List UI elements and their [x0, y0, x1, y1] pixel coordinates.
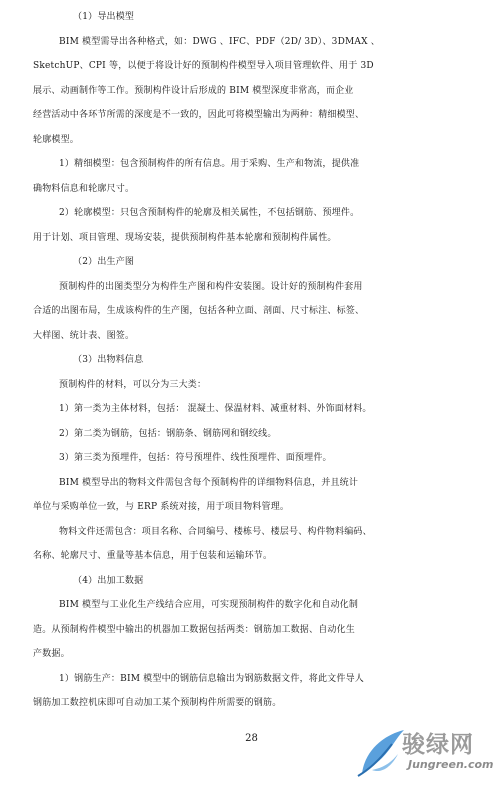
text-line: 轮廓模型。 [33, 134, 80, 145]
text-line: 1）第一类为主体材料，包括： 混凝土、保温材料、减重材料、外饰面材料。 [59, 404, 372, 414]
text-line: BIM 模型与工业化生产线结合应用，可实现预制构件的数字化和自动化制 [59, 600, 359, 610]
text-line: （2）出生产图 [73, 257, 135, 267]
text-line: （3）出物料信息 [73, 355, 144, 365]
watermark [352, 724, 502, 784]
text-line: 2）轮廓模型：只包含预制构件的轮廓及相关属性，不包括钢筋、预埋件。 [59, 208, 360, 218]
text-line: SketchUP、CPI 等，以便于将设计好的预制构件模型导入项目管理软件、用于 3D [33, 61, 374, 71]
text-line: 预制构件的出图类型分为构件生产图和构件安装图。设计好的预制构件套用 [59, 281, 363, 292]
text-line: 3）第三类为预埋件，包括：符号预埋件、线性预埋件、面预埋件。 [59, 453, 332, 463]
text-line: 合适的出图布局，生成该构件的生产图，包括各种立面、剖面、尺寸标注、标签、 [33, 306, 365, 316]
text-line: 1）钢筋生产：BIM 模型中的钢筋信息输出为钢筋数据文件，将此文件导人 [59, 673, 364, 684]
text-line: 名称、轮廓尺寸、重量等基本信息，用于包装和运输环节。 [33, 551, 273, 561]
text-line: 展示、动画制作等工作。预制构件设计后形成的 BIM 模型深度非常高，而企业 [33, 85, 354, 96]
text-line: 1）精细模型：包含预制构件的所有信息。用于采购、生产和物流，提供准 [59, 159, 360, 169]
text-line: （4）出加工数据 [73, 575, 144, 586]
text-line: 确物料信息和轮廓尺寸。 [33, 183, 135, 194]
text-line: BIM 模型需导出各种格式，如：DWG 、IFC、PDF（2D/ 3D）、3DMAX 、 [59, 36, 380, 47]
text-line: 物料文件还需包含：项目名称、合同编号、楼栋号、楼层号、构件物料编码、 [59, 526, 372, 537]
text-line: （1）导出模型 [73, 12, 135, 22]
page-number: 28 [245, 733, 258, 744]
text-line: 产数据。 [33, 649, 70, 659]
text-line: 预制构件的材料，可以分为三大类： [59, 379, 207, 390]
text-line: 2）第二类为钢筋，包括：钢筋条、钢筋网和钢绞线。 [59, 428, 277, 439]
text-line: 钢筋加工数控机床即可自动加工某个预制构件所需要的钢筋。 [33, 698, 282, 708]
text-line: BIM 模型导出的物料文件需包含每个预制构件的详细物料信息，并且统计 [59, 477, 359, 488]
text-line: 单位与采购单位一致，与 ERP 系统对接，用于项目物料管理。 [33, 502, 290, 512]
text-line: 用于计划、项目管理、现场安装，提供预制构件基本轮廓和预制构件属性。 [33, 232, 337, 243]
watermark-name: 骏绿网 [402, 732, 474, 758]
watermark-url: Jungreen.com [408, 758, 494, 771]
text-line: 造。从预制构件模型中输出的机器加工数据包括两类：钢筋加工数据、自动化生 [33, 624, 356, 635]
text-line: 经营活动中各环节所需的深度是不一致的，因此可将模型输出为两种：精细模型、 [33, 110, 365, 120]
text-line: 大样图、统计表、图签。 [33, 330, 135, 341]
